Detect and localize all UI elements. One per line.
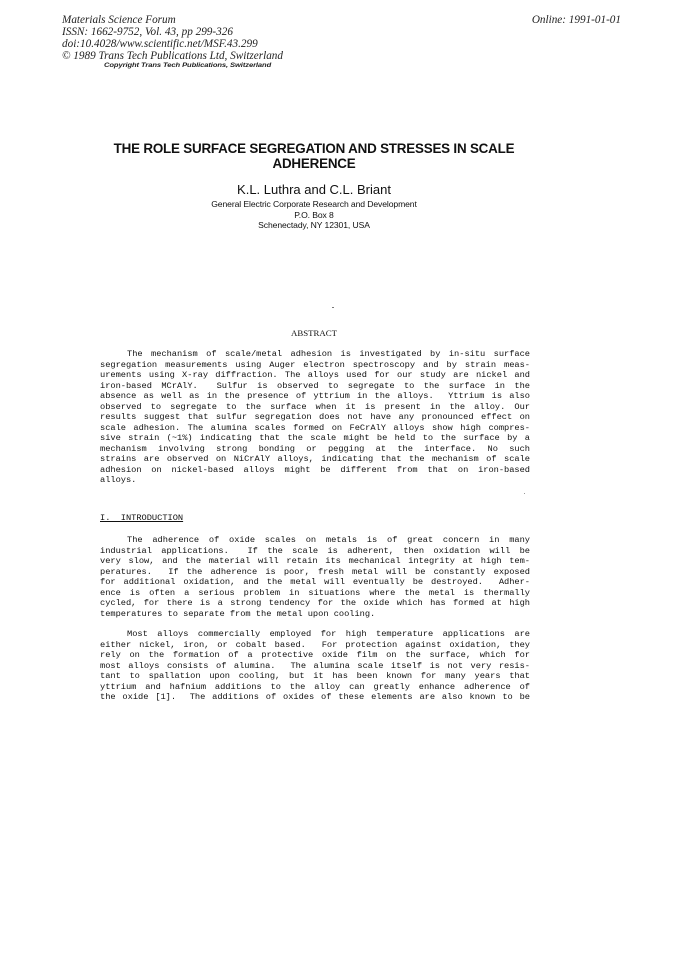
text-line: The mechanism of scale/metal adhesion is investigated by in-situ surface bbox=[127, 349, 530, 359]
text-line: industrial applications. If the scale is adherent, then oxidation will be bbox=[100, 545, 530, 556]
text-line: rely on the formation of a protective oxide film on the surface, which for bbox=[100, 650, 530, 660]
scan-artifact bbox=[524, 493, 525, 494]
text-line: cycled, for there is a strong tendency for the oxide which has formed at high bbox=[100, 598, 530, 608]
journal-name: Materials Science Forum bbox=[62, 14, 176, 26]
title-line-1: THE ROLE SURFACE SEGREGATION AND STRESSES IN SCALE bbox=[113, 141, 515, 156]
text-line: iron-based MCrAlY. Sulfur is observed to segregate to the surface in the bbox=[100, 380, 530, 391]
scan-artifact bbox=[332, 307, 334, 308]
text-line: The adherence of oxide scales on metals is of great concern in many bbox=[127, 535, 530, 545]
text-line: sive strain (~1%) indicating that the scale might be held to the surface by a bbox=[100, 433, 530, 443]
text-line: either nickel, iron, or cobalt based. For protection against oxidation, they bbox=[100, 639, 530, 650]
text-line: tant to spallation upon cooling, but it has been known for many years that bbox=[100, 671, 530, 681]
text-line: very slow, and the material will retain its mechanical integrity at high tem- bbox=[100, 556, 530, 566]
text-line: strains are observed on NiCrAlY alloys, indicating that the mechanism of scale bbox=[100, 454, 530, 464]
affiliation-org: General Electric Corporate Research and Development bbox=[211, 199, 417, 209]
abstract-body bbox=[100, 349, 530, 486]
text-line: results suggest that sulfur segregation does not have any pronounced effect on bbox=[100, 412, 530, 422]
affiliation-city: Schenectady, NY 12301, USA bbox=[258, 220, 370, 230]
copyright-line: © 1989 Trans Tech Publications Ltd, Switzerland bbox=[62, 50, 283, 62]
text-line: segregation measurements using Auger electron spectroscopy and by strain meas- bbox=[100, 359, 530, 370]
text-line: mechanism involving strong bonding or pegging at the interface. No such bbox=[100, 443, 530, 454]
text-line: scale adhesion. The alumina scales formed on FeCrAlY alloys show high compres- bbox=[100, 422, 530, 433]
title-block bbox=[0, 141, 628, 231]
text-line: yttrium and hafnium additions to the alloy can greatly enhance adherence of bbox=[100, 681, 530, 692]
text-line: adhesion on nickel-based alloys might be different from that on iron-based bbox=[100, 464, 530, 475]
issn-line: ISSN: 1662-9752, Vol. 43, pp 299-326 bbox=[62, 26, 233, 38]
title-line-2: ADHERENCE bbox=[272, 156, 356, 171]
text-line: Most alloys commercially employed for high temperature applications are bbox=[127, 629, 530, 639]
authors: K.L. Luthra and C.L. Briant bbox=[237, 182, 391, 197]
introduction-paragraph-2 bbox=[100, 629, 530, 703]
text-line: urements using X-ray diffraction. The alloys used for our study are nickel and bbox=[100, 370, 530, 380]
text-line: alloys. bbox=[100, 475, 137, 485]
text-line: observed to segregate to the surface when it is present in the alloy. Our bbox=[100, 401, 530, 412]
abstract-heading: ABSTRACT bbox=[291, 328, 337, 338]
affiliation-box: P.O. Box 8 bbox=[294, 209, 334, 220]
text-line: absence as well as in the presence of yttrium in the alloys. Yttrium is also bbox=[100, 391, 530, 401]
introduction-paragraph-1 bbox=[100, 535, 530, 619]
journal-header bbox=[62, 14, 283, 62]
paper-title bbox=[0, 141, 628, 171]
text-line: ence is often a serious problem in situations where the metal is thermally bbox=[100, 587, 530, 598]
copyright-stamp: Copyright Trans Tech Publications, Switzerland bbox=[104, 61, 272, 69]
text-line: temperatures to separate from the metal upon cooling. bbox=[100, 608, 376, 619]
section-heading-introduction: I. INTRODUCTION bbox=[100, 513, 184, 523]
text-line: peratures. If the adherence is poor, fresh metal will be constantly exposed bbox=[100, 566, 530, 577]
text-line: for additional oxidation, and the metal will eventually be destroyed. Adher- bbox=[100, 577, 530, 587]
text-line: most alloys consists of alumina. The alumina scale itself is not very resis- bbox=[100, 660, 530, 671]
text-line: the oxide [1]. The additions of oxides of these elements are also known to be bbox=[100, 692, 530, 702]
online-date: Online: 1991-01-01 bbox=[531, 14, 621, 26]
doi-line: doi:10.4028/www.scientific.net/MSF.43.299 bbox=[62, 38, 258, 50]
